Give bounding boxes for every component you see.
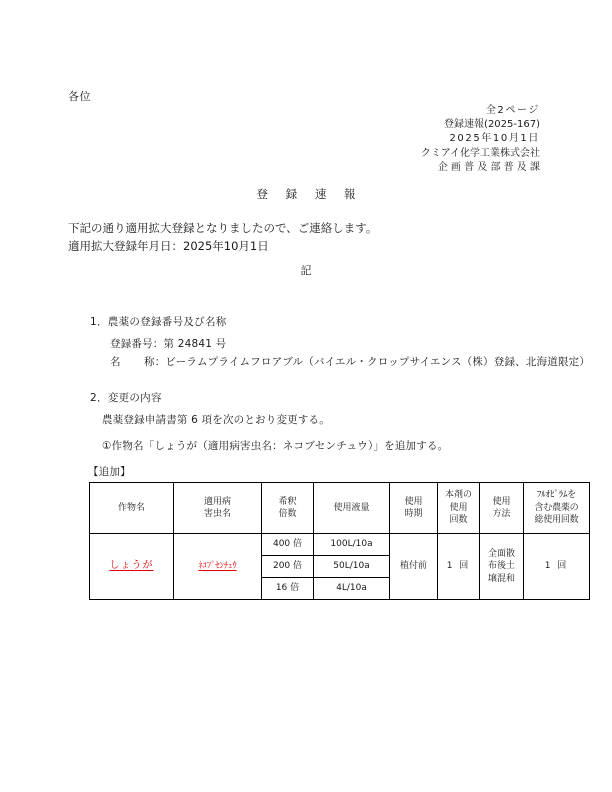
crop-name-value: しょうが [109,560,154,572]
header-total-line-3: 総使用回数 [534,515,579,526]
cell-total-count: 1 回 [524,534,590,600]
table-header-row [90,483,590,534]
cell-timing: 植付前 [390,534,438,600]
bulletin-number: 登録速報(2025-167) [444,119,540,131]
header-method-line-2: 方法 [492,509,511,519]
product-name-label-2: 称： [144,356,166,368]
addressee: 各位 [68,90,91,103]
cell-dilution [262,534,314,600]
header-pest-line-2: 害虫名 [203,509,231,519]
header-timing-line-1: 使用 [404,496,423,507]
header-total-line-1: ﾌﾙｵﾋﾟﾗﾑを [536,490,577,501]
header-total-use-count [524,483,590,534]
cell-method [480,534,524,600]
lead-paragraph [68,219,377,255]
dilution-value-2: 200 倍 [262,556,313,578]
method-line-2: 布後土 [487,561,515,572]
header-crop-name: 作物名 [90,483,174,534]
header-method-line-1: 使用 [492,496,511,507]
header-volume: 使用液量 [314,483,390,534]
header-total-line-2: 含む農薬の [534,502,579,513]
volume-value-3: 4L/10a [336,583,367,593]
dilution-value-3: 16 倍 [275,583,300,593]
lead-line-1: 下記の通り適用拡大登録となりましたので、ご連絡します。 [68,221,378,235]
header-method [480,483,524,534]
method-line-1: 全面散 [487,548,515,559]
department-name: 企 画 普 及 部 普 及 課 [437,161,540,173]
header-dilution [262,483,314,534]
product-name-line [110,354,590,369]
header-dilution-line-1: 希釈 [278,496,297,507]
header-timing-line-2: 時期 [404,509,423,519]
product-name-value: ビーラムプライムフロアブル（バイエル・クロップサイエンス（株）登録、北海道限定） [165,356,591,368]
header-use-count [438,483,480,534]
company-name: クミアイ化学工業株式会社 [420,147,540,159]
section-1-heading: 1．農薬の登録番号及び名称 [90,316,227,328]
registration-number: 登録番号：第 24841 号 [110,338,227,350]
header-pest-line-1: 適用病 [203,496,231,507]
header-dilution-line-2: 倍数 [278,509,297,519]
header-meta-block [421,104,540,175]
table-row [90,534,590,600]
change-item-1: ①作物名「しょうが（適用病害虫名：ネコブセンチュウ）」を追加する。 [102,440,449,452]
issue-date: 2025年10月1日 [449,133,540,145]
lead-line-2: 適用拡大登録年月日：2025年10月1日 [68,239,269,253]
section-2-heading: 2．変更の内容 [90,392,162,404]
addition-label: 【追加】 [88,466,131,478]
page-title: 登 録 速 報 [256,187,363,201]
change-statement: 農薬登録申請書第 6 項を次のとおり変更する。 [102,414,330,426]
method-line-3: 壌混和 [487,573,515,584]
pest-name-value: ﾈｺﾌﾞｾﾝﾁｭｳ [198,561,237,572]
header-use-count-line-2: 使用 [449,502,468,513]
header-use-count-line-1: 本剤の [444,490,472,501]
product-name-label: 名 [110,356,121,368]
registration-table-wrapper [89,482,590,600]
header-use-count-line-3: 回数 [449,515,468,526]
volume-value-1: 100L/10a [314,534,389,556]
registration-table [89,482,590,600]
cell-volume [314,534,390,600]
volume-value-2: 50L/10a [314,556,389,578]
cell-use-count: 1 回 [438,534,480,600]
header-pest-name [174,483,262,534]
cell-crop-name [90,534,174,600]
dilution-value-1: 400 倍 [262,534,313,556]
page-count: 全2ページ [485,105,540,116]
ki-marker: 記 [300,264,312,277]
header-timing [390,483,438,534]
cell-pest-name [174,534,262,600]
